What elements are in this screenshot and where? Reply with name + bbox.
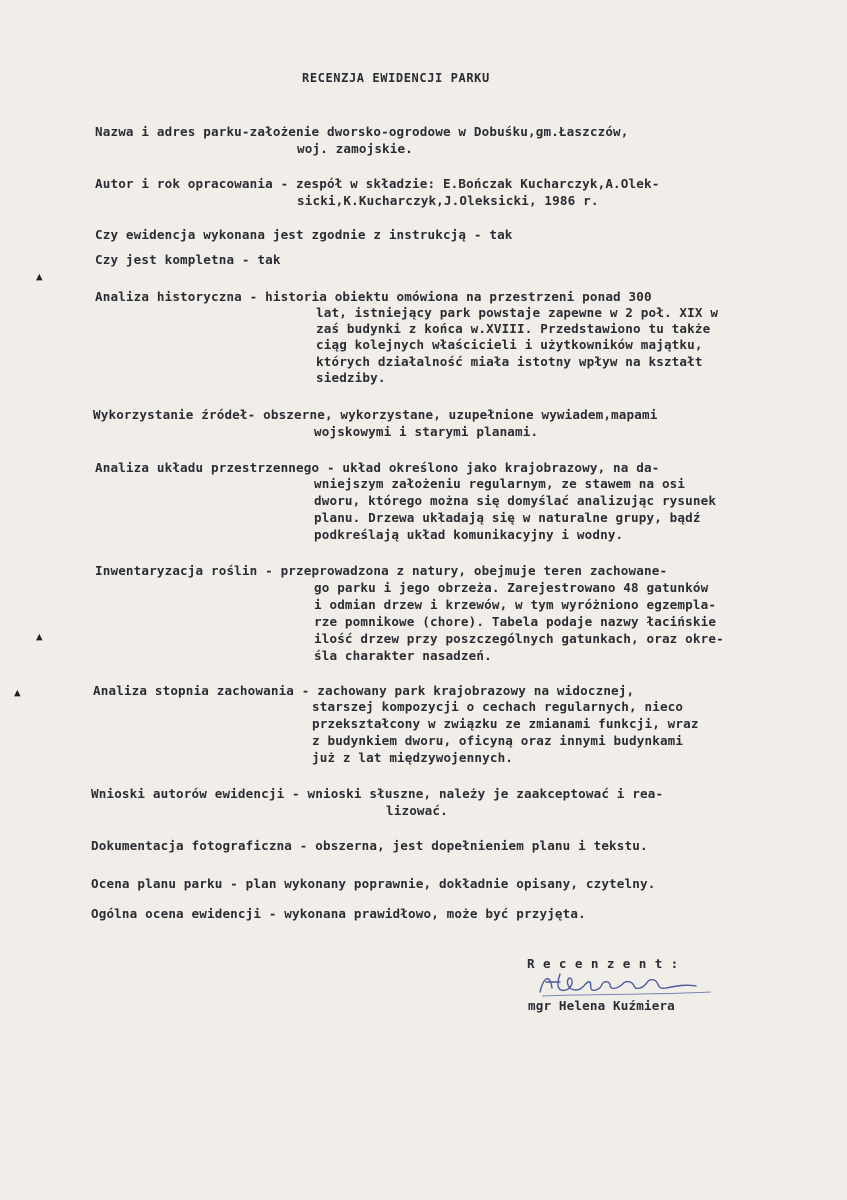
- text-line: dworu, którego można się domyślać analizując rysunek: [314, 493, 717, 508]
- text-line: przekształcony w związku ze zmianami funkcji, wraz: [312, 716, 699, 731]
- text-line: rze pomnikowe (chore). Tabela podaje nazwy łacińskie: [314, 614, 717, 629]
- text-line: Dokumentacja fotograficzna - obszerna, jest dopełnieniem planu i tekstu.: [91, 838, 648, 853]
- reviewer-name: mgr Helena Kuźmiera: [528, 998, 675, 1013]
- text-line: wojskowymi i starymi planami.: [314, 424, 539, 439]
- signature-image: [536, 970, 721, 1000]
- text-line: Autor i rok opracowania - zespół w składzie: E.Bończak Kucharczyk,A.Olek-: [95, 176, 660, 191]
- text-line: Ogólna ocena ewidencji - wykonana prawidłowo, może być przyjęta.: [91, 906, 586, 921]
- hole-punch-mark: ▲: [36, 270, 43, 283]
- text-line: go parku i jego obrzeża. Zarejestrowano 48 gatunków: [314, 580, 709, 595]
- text-line: już z lat międzywojennych.: [312, 750, 514, 765]
- hole-punch-mark: ▲: [14, 686, 21, 699]
- text-line: Analiza historyczna - historia obiektu omówiona na przestrzeni ponad 300: [95, 289, 652, 304]
- text-line: lat, istniejący park powstaje zapewne w 2 poł. XIX w: [316, 305, 719, 320]
- text-line: podkreślają układ komunikacyjny i wodny.: [314, 527, 624, 542]
- text-line: których działalność miała istotny wpływ na kształt: [316, 354, 703, 369]
- text-line: lizować.: [386, 803, 448, 818]
- text-line: Czy ewidencja wykonana jest zgodnie z instrukcją - tak: [95, 227, 513, 242]
- page-title: RECENZJA EWIDENCJI PARKU: [302, 71, 490, 85]
- text-line: śla charakter nasadzeń.: [314, 648, 492, 663]
- reviewer-label: R e c e n z e n t :: [527, 956, 679, 971]
- text-line: wniejszym założeniu regularnym, ze stawem na osi: [314, 476, 686, 491]
- text-line: Analiza stopnia zachowania - zachowany park krajobrazowy na widocznej,: [93, 683, 635, 698]
- text-line: woj. zamojskie.: [297, 141, 413, 156]
- text-line: Czy jest kompletna - tak: [95, 252, 281, 267]
- text-line: starszej kompozycji o cechach regularnych, nieco: [312, 699, 684, 714]
- text-line: z budynkiem dworu, oficyną oraz innymi budynkami: [312, 733, 684, 748]
- text-line: ciąg kolejnych właścicieli i użytkowników majątku,: [316, 337, 703, 352]
- text-line: ilość drzew przy poszczególnych gatunkach, oraz okre-: [314, 631, 724, 646]
- text-line: planu. Drzewa układają się w naturalne grupy, bądź: [314, 510, 701, 525]
- text-line: sicki,K.Kucharczyk,J.Oleksicki, 1986 r.: [297, 193, 599, 208]
- text-line: i odmian drzew i krzewów, w tym wyróżniono egzempla-: [314, 597, 717, 612]
- text-line: Ocena planu parku - plan wykonany poprawnie, dokładnie opisany, czytelny.: [91, 876, 656, 891]
- text-line: Nazwa i adres parku-założenie dworsko-ogrodowe w Dobuśku,gm.Łaszczów,: [95, 124, 629, 139]
- hole-punch-mark: ▲: [36, 630, 43, 643]
- text-line: Wnioski autorów ewidencji - wnioski słuszne, należy je zaakceptować i rea-: [91, 786, 664, 801]
- text-line: Wykorzystanie źródeł- obszerne, wykorzystane, uzupełnione wywiadem,mapami: [93, 407, 658, 422]
- text-line: zaś budynki z końca w.XVIII. Przedstawiono tu także: [316, 321, 711, 336]
- text-line: Inwentaryzacja roślin - przeprowadzona z natury, obejmuje teren zachowane-: [95, 563, 668, 578]
- text-line: siedziby.: [316, 370, 386, 385]
- text-line: Analiza układu przestrzennego - układ określono jako krajobrazowy, na da-: [95, 460, 660, 475]
